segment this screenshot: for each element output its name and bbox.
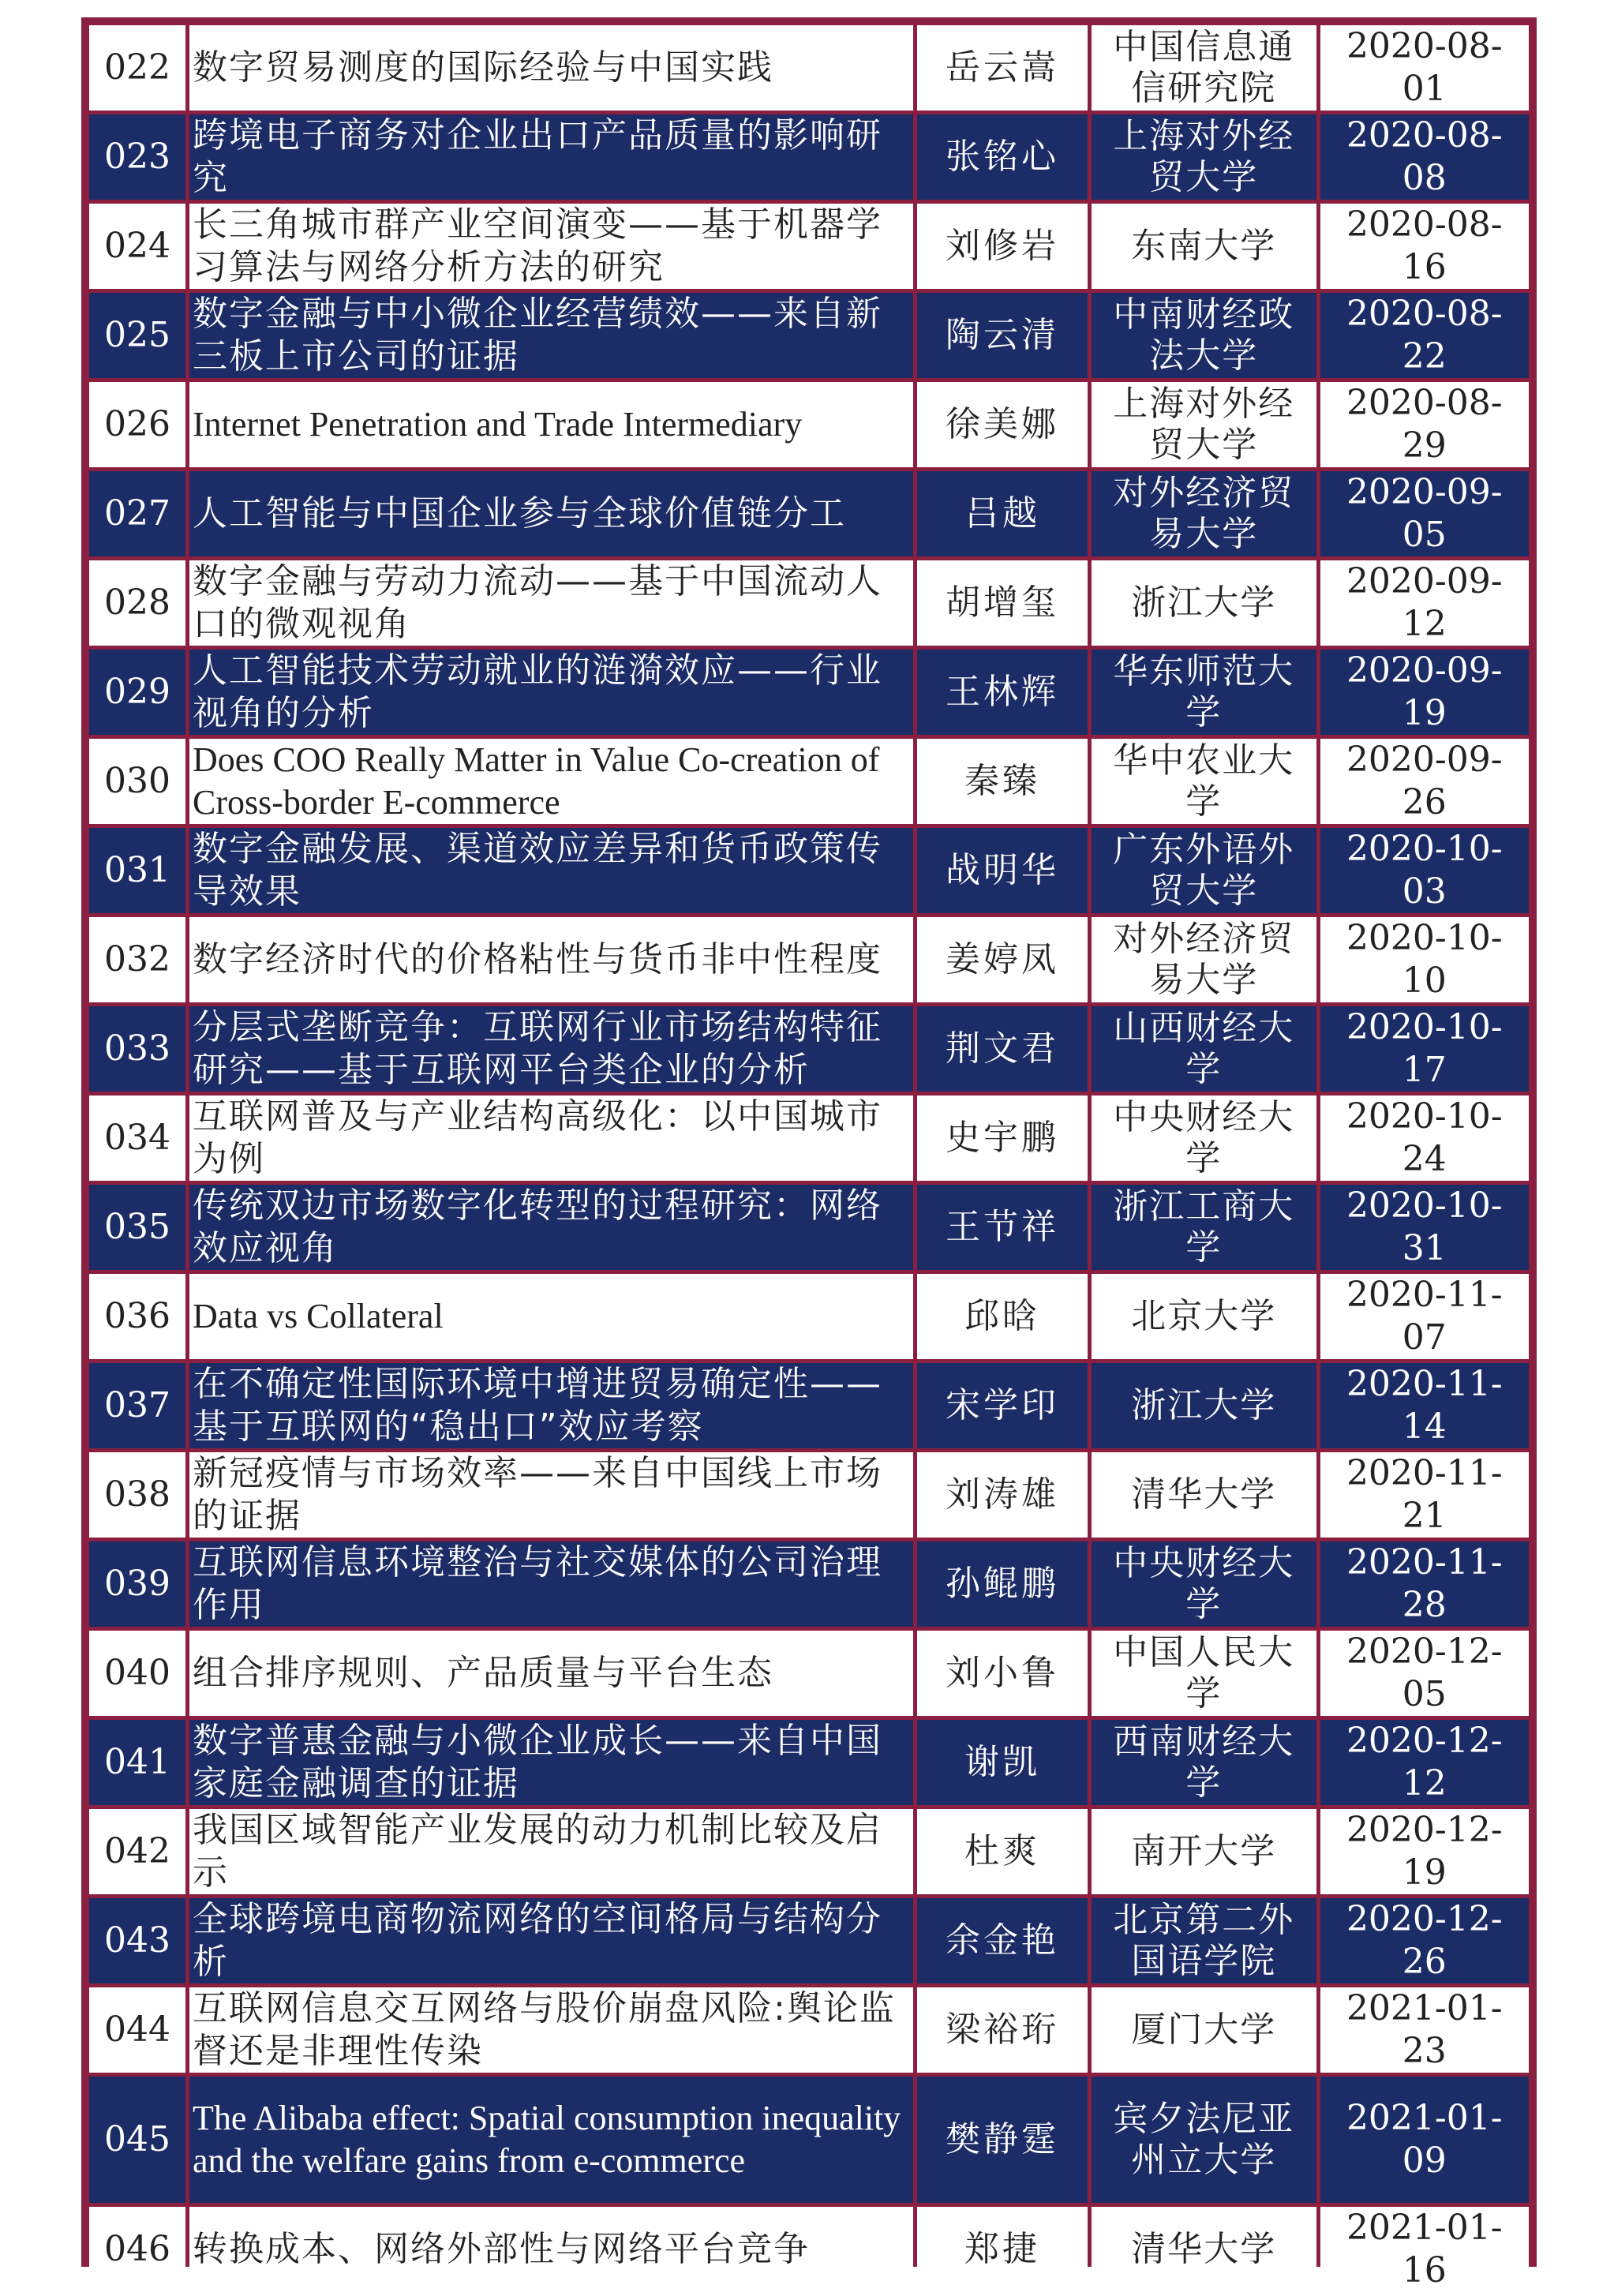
paper-title: 新冠疫情与市场效率——来自中国线上市场的证据 <box>189 1452 913 1538</box>
author-name: 张铭心 <box>917 114 1088 200</box>
institution-name: 清华大学 <box>1092 1452 1316 1538</box>
release-date: 2020-08-22 <box>1320 293 1529 378</box>
table-row <box>89 739 1529 824</box>
institution-name: 对外经济贸易大学 <box>1092 471 1316 556</box>
release-date: 2020-09-19 <box>1320 650 1529 735</box>
institution-name: 上海对外经贸大学 <box>1092 382 1316 467</box>
release-date: 2020-08-08 <box>1320 114 1529 200</box>
table-row <box>89 1452 1529 1538</box>
table-row <box>89 2077 1529 2203</box>
table-row <box>89 650 1529 735</box>
paper-title: 全球跨境电商物流网络的空间格局与结构分析 <box>189 1898 913 1983</box>
institution-name: 华东师范大学 <box>1092 650 1316 735</box>
paper-title: 跨境电子商务对企业出口产品质量的影响研究 <box>189 114 913 200</box>
author-name: 谢凯 <box>917 1720 1088 1805</box>
paper-title: Internet Penetration and Trade Intermediary <box>189 382 913 467</box>
author-name: 荆文君 <box>917 1006 1088 1092</box>
author-name: 梁裕珩 <box>917 1987 1088 2073</box>
paper-title: 互联网信息环境整治与社交媒体的公司治理作用 <box>189 1541 913 1627</box>
author-name: 樊静霆 <box>917 2077 1088 2203</box>
paper-title: 数字金融与劳动力流动——基于中国流动人口的微观视角 <box>189 560 913 646</box>
paper-title: 互联网普及与产业结构高级化：以中国城市为例 <box>189 1096 913 1181</box>
paper-title: Does COO Really Matter in Value Co-creation of Cross-border E-commerce <box>189 739 913 824</box>
row-number: 033 <box>89 1006 185 1092</box>
author-name: 史宇鹏 <box>917 1096 1088 1181</box>
row-number: 039 <box>89 1541 185 1627</box>
institution-name: 东南大学 <box>1092 204 1316 289</box>
paper-title: 长三角城市群产业空间演变——基于机器学习算法与网络分析方法的研究 <box>189 204 913 289</box>
table-row <box>89 828 1529 913</box>
author-name: 刘修岩 <box>917 204 1088 289</box>
release-date: 2020-10-10 <box>1320 917 1529 1002</box>
author-name: 刘小鲁 <box>917 1631 1088 1716</box>
document-frame <box>81 17 1537 2290</box>
paper-title: 数字金融发展、渠道效应差异和货币政策传导效果 <box>189 828 913 913</box>
row-number: 042 <box>89 1809 185 1894</box>
institution-name: 浙江大学 <box>1092 560 1316 646</box>
release-date: 2021-01-16 <box>1320 2207 1529 2292</box>
release-date: 2020-08-01 <box>1320 25 1529 110</box>
paper-title: 数字经济时代的价格粘性与货币非中性程度 <box>189 917 913 1002</box>
seminar-table <box>85 21 1533 2296</box>
row-number: 032 <box>89 917 185 1002</box>
table-row <box>89 1809 1529 1894</box>
table-row <box>89 1006 1529 1092</box>
seminar-table-body <box>89 25 1529 2292</box>
table-row <box>89 204 1529 289</box>
row-number: 044 <box>89 1987 185 2073</box>
table-row <box>89 114 1529 200</box>
release-date: 2020-12-26 <box>1320 1898 1529 1983</box>
row-number: 046 <box>89 2207 185 2292</box>
row-number: 023 <box>89 114 185 200</box>
paper-title: 在不确定性国际环境中增进贸易确定性——基于互联网的“稳出口”效应考察 <box>189 1363 913 1448</box>
author-name: 王节祥 <box>917 1185 1088 1270</box>
table-row <box>89 1363 1529 1448</box>
row-number: 037 <box>89 1363 185 1448</box>
row-number: 024 <box>89 204 185 289</box>
institution-name: 浙江大学 <box>1092 1363 1316 1448</box>
institution-name: 宾夕法尼亚州立大学 <box>1092 2077 1316 2203</box>
table-row <box>89 1720 1529 1805</box>
row-number: 034 <box>89 1096 185 1181</box>
row-number: 029 <box>89 650 185 735</box>
institution-name: 中南财经政法大学 <box>1092 293 1316 378</box>
row-number: 035 <box>89 1185 185 1270</box>
author-name: 郑捷 <box>917 2207 1088 2292</box>
paper-title: Data vs Collateral <box>189 1274 913 1359</box>
release-date: 2021-01-23 <box>1320 1987 1529 2073</box>
table-row <box>89 382 1529 467</box>
release-date: 2020-11-07 <box>1320 1274 1529 1359</box>
author-name: 胡增玺 <box>917 560 1088 646</box>
author-name: 徐美娜 <box>917 382 1088 467</box>
release-date: 2020-08-29 <box>1320 382 1529 467</box>
paper-title: 人工智能与中国企业参与全球价值链分工 <box>189 471 913 556</box>
paper-title: 人工智能技术劳动就业的涟漪效应——行业视角的分析 <box>189 650 913 735</box>
institution-name: 中央财经大学 <box>1092 1541 1316 1627</box>
row-number: 022 <box>89 25 185 110</box>
table-row <box>89 293 1529 378</box>
table-row <box>89 1987 1529 2073</box>
paper-title: 数字贸易测度的国际经验与中国实践 <box>189 25 913 110</box>
table-row <box>89 25 1529 110</box>
institution-name: 上海对外经贸大学 <box>1092 114 1316 200</box>
institution-name: 厦门大学 <box>1092 1987 1316 2073</box>
institution-name: 广东外语外贸大学 <box>1092 828 1316 913</box>
author-name: 吕越 <box>917 471 1088 556</box>
author-name: 刘涛雄 <box>917 1452 1088 1538</box>
paper-title: 分层式垄断竞争：互联网行业市场结构特征研究——基于互联网平台类企业的分析 <box>189 1006 913 1092</box>
release-date: 2020-12-05 <box>1320 1631 1529 1716</box>
row-number: 028 <box>89 560 185 646</box>
row-number: 030 <box>89 739 185 824</box>
institution-name: 中国信息通信研究院 <box>1092 25 1316 110</box>
paper-title: 组合排序规则、产品质量与平台生态 <box>189 1631 913 1716</box>
paper-title: 转换成本、网络外部性与网络平台竞争 <box>189 2207 913 2292</box>
table-row <box>89 1274 1529 1359</box>
row-number: 026 <box>89 382 185 467</box>
paper-title: 数字普惠金融与小微企业成长——来自中国家庭金融调查的证据 <box>189 1720 913 1805</box>
row-number: 031 <box>89 828 185 913</box>
table-row <box>89 1541 1529 1627</box>
row-number: 045 <box>89 2077 185 2203</box>
author-name: 岳云嵩 <box>917 25 1088 110</box>
institution-name: 华中农业大学 <box>1092 739 1316 824</box>
institution-name: 对外经济贸易大学 <box>1092 917 1316 1002</box>
release-date: 2020-09-26 <box>1320 739 1529 824</box>
release-date: 2020-11-14 <box>1320 1363 1529 1448</box>
author-name: 姜婷凤 <box>917 917 1088 1002</box>
release-date: 2020-11-21 <box>1320 1452 1529 1538</box>
row-number: 036 <box>89 1274 185 1359</box>
release-date: 2020-09-05 <box>1320 471 1529 556</box>
release-date: 2020-11-28 <box>1320 1541 1529 1627</box>
release-date: 2020-12-12 <box>1320 1720 1529 1805</box>
institution-name: 南开大学 <box>1092 1809 1316 1894</box>
release-date: 2020-08-16 <box>1320 204 1529 289</box>
table-row <box>89 2207 1529 2292</box>
table-row <box>89 1631 1529 1716</box>
paper-title: 互联网信息交互网络与股价崩盘风险:舆论监督还是非理性传染 <box>189 1987 913 2073</box>
table-row <box>89 1096 1529 1181</box>
row-number: 027 <box>89 471 185 556</box>
author-name: 余金艳 <box>917 1898 1088 1983</box>
table-row <box>89 917 1529 1002</box>
table-row <box>89 560 1529 646</box>
author-name: 陶云清 <box>917 293 1088 378</box>
release-date: 2020-10-03 <box>1320 828 1529 913</box>
author-name: 秦臻 <box>917 739 1088 824</box>
institution-name: 山西财经大学 <box>1092 1006 1316 1092</box>
release-date: 2020-10-17 <box>1320 1006 1529 1092</box>
table-row <box>89 471 1529 556</box>
row-number: 038 <box>89 1452 185 1538</box>
row-number: 041 <box>89 1720 185 1805</box>
institution-name: 中央财经大学 <box>1092 1096 1316 1181</box>
author-name: 宋学印 <box>917 1363 1088 1448</box>
paper-title: The Alibaba effect: Spatial consumption inequality and the welfare gains from e-commerce <box>189 2077 913 2203</box>
release-date: 2020-09-12 <box>1320 560 1529 646</box>
author-name: 孙鲲鹏 <box>917 1541 1088 1627</box>
author-name: 战明华 <box>917 828 1088 913</box>
author-name: 杜爽 <box>917 1809 1088 1894</box>
row-number: 043 <box>89 1898 185 1983</box>
release-date: 2020-10-24 <box>1320 1096 1529 1181</box>
release-date: 2020-12-19 <box>1320 1809 1529 1894</box>
author-name: 王林辉 <box>917 650 1088 735</box>
paper-title: 我国区域智能产业发展的动力机制比较及启示 <box>189 1809 913 1894</box>
table-row <box>89 1898 1529 1983</box>
institution-name: 清华大学 <box>1092 2207 1316 2292</box>
row-number: 040 <box>89 1631 185 1716</box>
paper-title: 数字金融与中小微企业经营绩效——来自新三板上市公司的证据 <box>189 293 913 378</box>
release-date: 2021-01-09 <box>1320 2077 1529 2203</box>
row-number: 025 <box>89 293 185 378</box>
institution-name: 北京第二外国语学院 <box>1092 1898 1316 1983</box>
paper-title: 传统双边市场数字化转型的过程研究：网络效应视角 <box>189 1185 913 1270</box>
release-date: 2020-10-31 <box>1320 1185 1529 1270</box>
table-row <box>89 1185 1529 1270</box>
institution-name: 西南财经大学 <box>1092 1720 1316 1805</box>
institution-name: 北京大学 <box>1092 1274 1316 1359</box>
author-name: 邱晗 <box>917 1274 1088 1359</box>
institution-name: 中国人民大学 <box>1092 1631 1316 1716</box>
institution-name: 浙江工商大学 <box>1092 1185 1316 1270</box>
